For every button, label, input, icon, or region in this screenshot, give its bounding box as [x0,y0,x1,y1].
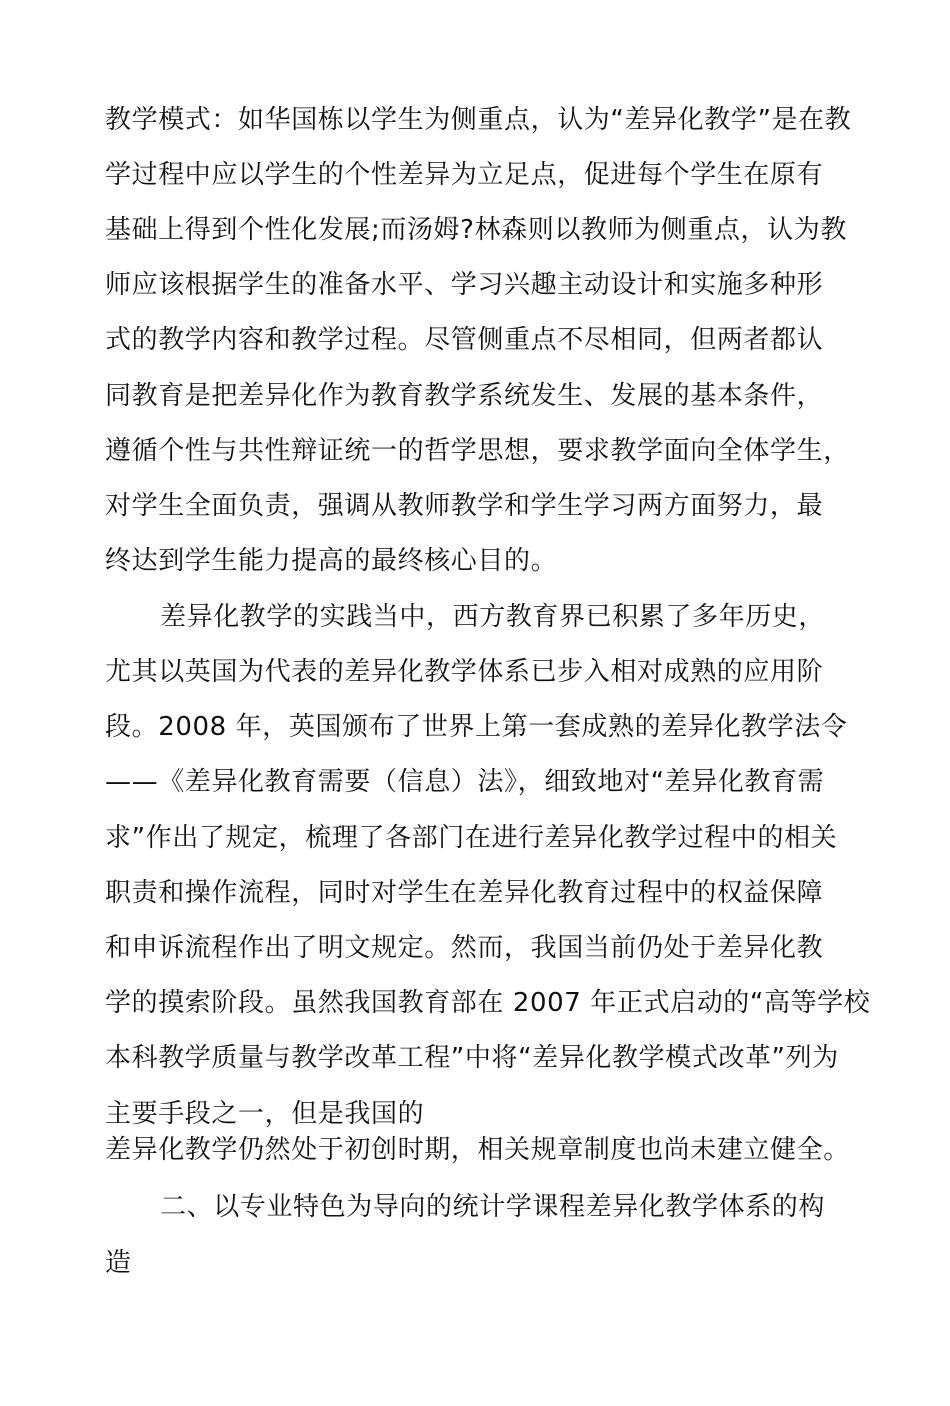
section-heading-continued: 造 [105,1248,132,1278]
text-line: 师应该根据学生的准备水平、学习兴趣主动设计和实施多种形 [105,270,824,300]
text-line: 差异化教学仍然处于初创时期，相关规章制度也尚未建立健全。 [105,1135,850,1165]
text-line: 职责和操作流程，同时对学生在差异化教育过程中的权益保障 [105,878,824,908]
text-line: ——《差异化教育需要（信息）法》，细致地对“差异化教育需 [105,767,825,797]
text-line: 同教育是把差异化作为教育教学系统发生、发展的基本条件， [105,381,824,411]
text-line: 尤其以英国为代表的差异化教学体系已步入相对成熟的应用阶 [105,657,824,687]
paragraph-first-line: 差异化教学的实践当中，西方教育界已积累了多年历史， [160,602,826,632]
text-line: 和申诉流程作出了明文规定。然而，我国当前仍处于差异化教 [105,933,824,963]
text-line: 学的摸索阶段。虽然我国教育部在 2007 年正式启动的“高等学校 [105,988,871,1018]
text-line: 教学模式：如华国栋以学生为侧重点，认为“差异化教学”是在教 [105,105,852,135]
text-line: 段。2008 年，英国颁布了世界上第一套成熟的差异化教学法令 [105,712,848,742]
text-line: 基础上得到个性化发展;而汤姆?林森则以教师为侧重点，认为教 [105,215,847,245]
text-line: 本科教学质量与教学改革工程”中将“差异化教学模式改革”列为 [105,1043,839,1073]
section-heading: 二、以专业特色为导向的统计学课程差异化教学体系的构 [160,1192,826,1222]
text-line: 式的教学内容和教学过程。尽管侧重点不尽相同，但两者都认 [105,325,824,355]
text-line: 遵循个性与共性辩证统一的哲学思想，要求教学面向全体学生， [105,436,850,466]
text-line: 求”作出了规定，梳理了各部门在进行差异化教学过程中的相关 [105,823,838,853]
text-line: 主要手段之一，但是我国的 [105,1099,425,1129]
text-line: 终达到学生能力提高的最终核心目的。 [105,546,558,576]
text-line: 学过程中应以学生的个性差异为立足点，促进每个学生在原有 [105,160,824,190]
text-line: 对学生全面负责，强调从教师教学和学生学习两方面努力，最 [105,491,824,521]
